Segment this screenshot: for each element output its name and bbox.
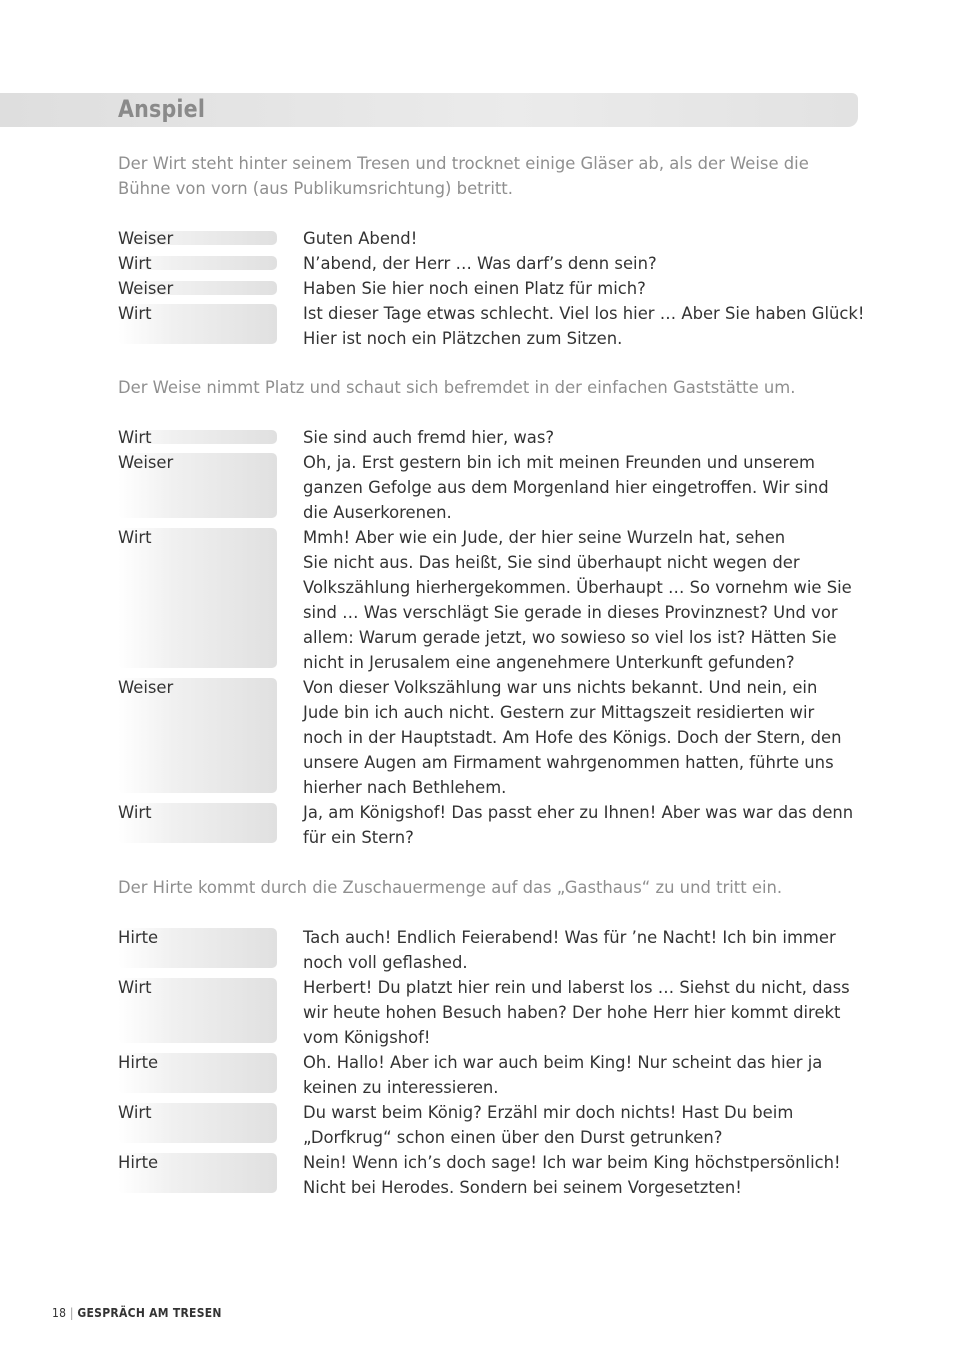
- stage-direction: [118, 375, 858, 400]
- dialogue-line: Volkszählung hierhergekommen. Überhaupt … So vornehm wie Sie: [303, 578, 852, 597]
- dialogue-line: „Dorfkrug“ schon einen über den Durst getrunken?: [303, 1128, 723, 1147]
- dialogue-row: [118, 276, 858, 301]
- footer-separator: |: [69, 1306, 74, 1320]
- speaker-name: Weiser: [118, 279, 174, 298]
- speaker-name: Hirte: [118, 1053, 159, 1072]
- dialogue-line: für ein Stern?: [303, 828, 414, 847]
- dialogue-text: [303, 1100, 863, 1150]
- dialogue-line: noch in der Hauptstadt. Am Hofe des Königs. Doch der Stern, den: [303, 728, 842, 747]
- dialogue-line: vom Königshof!: [303, 1028, 431, 1047]
- dialogue-row: [118, 925, 858, 975]
- dialogue-text: [303, 800, 863, 850]
- dialogue-text: [303, 425, 863, 450]
- dialogue-line: Ist dieser Tage etwas schlecht. Viel los hier … Aber Sie haben Glück!: [303, 304, 865, 323]
- dialogue-line: unsere Augen am Firmament wahrgenommen hatten, führte uns: [303, 753, 834, 772]
- speaker-name: Hirte: [118, 928, 159, 947]
- speaker-name: Weiser: [118, 453, 174, 472]
- page-footer: [52, 1306, 222, 1320]
- dialogue-line: Mmh! Aber wie ein Jude, der hier seine Wurzeln hat, sehen: [303, 528, 786, 547]
- dialogue-line: nicht in Jerusalem eine angenehmere Unterkunft gefunden?: [303, 653, 795, 672]
- dialogue-text: [303, 450, 863, 525]
- dialogue-line: Du warst beim König? Erzähl mir doch nichts! Hast Du beim: [303, 1103, 794, 1122]
- speaker-name: Wirt: [118, 528, 152, 547]
- dialogue-line: Jude bin ich auch nicht. Gestern zur Mittagszeit residierten wir: [303, 703, 815, 722]
- dialogue-row: [118, 301, 865, 351]
- dialogue-line: sind … Was verschlägt Sie gerade in dieses Provinznest? Und vor: [303, 603, 838, 622]
- stage-direction-line: Der Wirt steht hinter seinem Tresen und trocknet einige Gläser ab, als der Weise die: [118, 154, 809, 173]
- dialogue-line: Ja, am Königshof! Das passt eher zu Ihnen! Aber was war das denn: [303, 803, 854, 822]
- speaker-name: Wirt: [118, 254, 152, 273]
- stage-direction-line: Bühne von vorn (aus Publikumsrichtung) betritt.: [118, 179, 513, 198]
- dialogue-text: [303, 675, 863, 800]
- speaker-name: Weiser: [118, 678, 174, 697]
- dialogue-row: [118, 226, 858, 251]
- dialogue-row: [118, 425, 858, 450]
- dialogue-row: [118, 800, 858, 850]
- speaker-name: Wirt: [118, 978, 152, 997]
- dialogue-text: [303, 1050, 863, 1100]
- dialogue-line: allem: Warum gerade jetzt, wo sowieso so viel los ist? Hätten Sie: [303, 628, 837, 647]
- speaker-name: Wirt: [118, 803, 152, 822]
- dialogue-row: [118, 675, 858, 800]
- dialogue-line: hierher nach Bethlehem.: [303, 778, 507, 797]
- dialogue-text: [303, 1150, 863, 1200]
- dialogue-line: Sie nicht aus. Das heißt, Sie sind überhaupt nicht wegen der: [303, 553, 800, 572]
- dialogue-line: N’abend, der Herr … Was darf’s denn sein?: [303, 254, 657, 273]
- dialogue-line: noch voll geflashed.: [303, 953, 468, 972]
- dialogue-line: Oh, ja. Erst gestern bin ich mit meinen Freunden und unserem: [303, 453, 815, 472]
- dialogue-line: Herbert! Du platzt hier rein und laberst los … Siehst du nicht, dass: [303, 978, 850, 997]
- dialogue-line: Sie sind auch fremd hier, was?: [303, 428, 555, 447]
- dialogue-line: Tach auch! Endlich Feierabend! Was für ’ne Nacht! Ich bin immer: [303, 928, 836, 947]
- dialogue-row: [118, 975, 858, 1050]
- dialogue-text: [303, 525, 863, 675]
- dialogue-line: die Auserkorenen.: [303, 503, 452, 522]
- speaker-name: Wirt: [118, 1103, 152, 1122]
- dialogue-text: [303, 925, 863, 975]
- dialogue-row: [118, 1150, 858, 1200]
- stage-direction-line: Der Weise nimmt Platz und schaut sich befremdet in der einfachen Gaststätte um.: [118, 378, 796, 397]
- dialogue-row: [118, 450, 858, 525]
- dialogue-line: wir heute hohen Besuch haben? Der hohe Herr hier kommt direkt: [303, 1003, 841, 1022]
- dialogue-text: [303, 276, 863, 301]
- dialogue-line: keinen zu interessieren.: [303, 1078, 499, 1097]
- page-title: Anspiel: [118, 95, 206, 123]
- dialogue-text: [303, 226, 863, 251]
- dialogue-row: [118, 525, 858, 675]
- page-number: 18: [52, 1306, 67, 1320]
- dialogue-line: Haben Sie hier noch einen Platz für mich?: [303, 279, 646, 298]
- dialogue-line: Nein! Wenn ich’s doch sage! Ich war beim King höchstpersönlich!: [303, 1153, 841, 1172]
- dialogue-line: Oh. Hallo! Aber ich war auch beim King! Nur scheint das hier ja: [303, 1053, 823, 1072]
- chapter-title: GESPRÄCH AM TRESEN: [77, 1306, 222, 1320]
- dialogue-row: [118, 1100, 858, 1150]
- stage-direction: [118, 151, 858, 201]
- dialogue-line: Von dieser Volkszählung war uns nichts bekannt. Und nein, ein: [303, 678, 818, 697]
- dialogue-row: [118, 1050, 858, 1100]
- speaker-name: Weiser: [118, 229, 174, 248]
- dialogue-row: [118, 251, 858, 276]
- dialogue-text: [303, 251, 863, 276]
- dialogue-line: Hier ist noch ein Plätzchen zum Sitzen.: [303, 329, 623, 348]
- speaker-name: Hirte: [118, 1153, 159, 1172]
- speaker-name: Wirt: [118, 428, 152, 447]
- dialogue-line: ganzen Gefolge aus dem Morgenland hier eingetroffen. Wir sind: [303, 478, 829, 497]
- speaker-name: Wirt: [118, 304, 152, 323]
- stage-direction: [118, 875, 858, 900]
- dialogue-text: [303, 975, 863, 1050]
- dialogue-text: [303, 301, 863, 351]
- stage-direction-line: Der Hirte kommt durch die Zuschauermenge auf das „Gasthaus“ zu und tritt ein.: [118, 878, 783, 897]
- dialogue-line: Guten Abend!: [303, 229, 418, 248]
- dialogue-line: Nicht bei Herodes. Sondern bei seinem Vorgesetzten!: [303, 1178, 742, 1197]
